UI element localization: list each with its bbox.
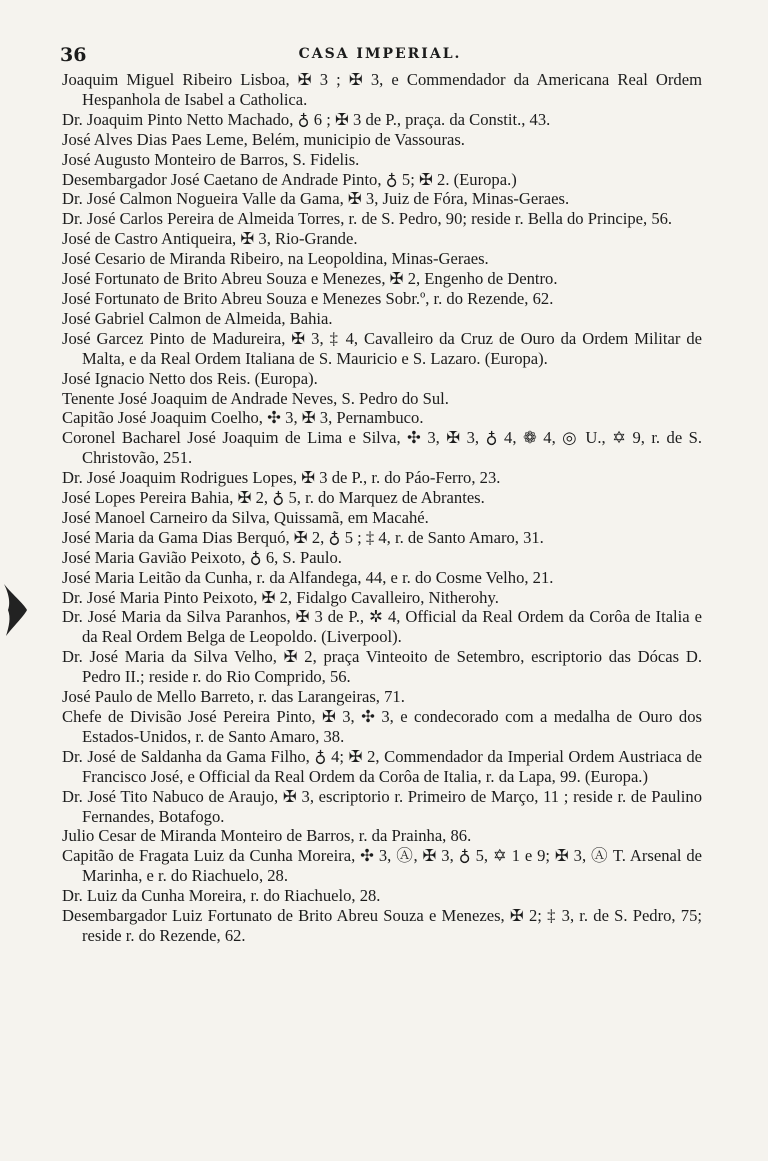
directory-entry: Dr. José Maria da Silva Velho, ✠ 2, praça Vinteoito de Setembro, escriptorio das Dócas D. Pedro II.; reside r. do Rio Comprido, 56. bbox=[62, 647, 702, 687]
directory-entry: Dr. José de Saldanha da Gama Filho, ♁ 4; ✠ 2, Commendador da Imperial Ordem Austriaca de Francisco José, e Official da Real Ordem da Corôa de Italia, r. da Lapa, 99. (Europa.) bbox=[62, 746, 702, 786]
directory-entry: José Cesario de Miranda Ribeiro, na Leopoldina, Minas-Geraes. bbox=[62, 249, 489, 269]
running-title: CASA IMPERIAL. bbox=[298, 46, 462, 62]
directory-entry: Dr. José Joaquim Rodrigues Lopes, ✠ 3 de P., r. do Páo-Ferro, 23. bbox=[62, 468, 501, 488]
page-number: 36 bbox=[60, 44, 87, 66]
directory-entry: José Ignacio Netto dos Reis. (Europa). bbox=[62, 368, 318, 388]
directory-entry: Dr. José Maria Pinto Peixoto, ✠ 2, Fidalgo Cavalleiro, Nitherohy. bbox=[62, 587, 499, 607]
directory-entry: Chefe de Divisão José Pereira Pinto, ✠ 3, ✣ 3, e condecorado com a medalha de Ouro dos Estados-Unidos, r. de Santo Amaro, 38. bbox=[62, 707, 702, 746]
directory-entry: José Manoel Carneiro da Silva, Quissamã, em Macahé. bbox=[62, 507, 429, 527]
directory-entry: Julio Cesar de Miranda Monteiro de Barros, r. da Prainha, 86. bbox=[62, 826, 472, 846]
directory-entry: José Alves Dias Paes Leme, Belém, municipio de Vassouras. bbox=[62, 129, 465, 149]
directory-entry: Dr. José Maria da Silva Paranhos, ✠ 3 de P., ✲ 4, Official da Real Ordem da Corôa de Italia e da Real Ordem Belga de Leopoldo. (Liverpool). bbox=[62, 607, 702, 647]
directory-entries bbox=[62, 70, 702, 946]
directory-entry: José Gabriel Calmon de Almeida, Bahia. bbox=[62, 308, 333, 328]
page-header bbox=[60, 44, 700, 68]
directory-entry: Dr. José Carlos Pereira de Almeida Torres, r. de S. Pedro, 90; reside r. Bella do Principe, 56. bbox=[62, 209, 673, 229]
directory-entry: Tenente José Joaquim de Andrade Neves, S. Pedro do Sul. bbox=[62, 388, 449, 408]
directory-entry: Joaquim Miguel Ribeiro Lisboa, ✠ 3 ; ✠ 3, e Commendador da Americana Real Ordem Hespanhola de Isabel a Catholica. bbox=[62, 70, 702, 109]
directory-entry: Capitão José Joaquim Coelho, ✣ 3, ✠ 3, Pernambuco. bbox=[62, 408, 424, 428]
directory-entry: José Maria Gavião Peixoto, ♁ 6, S. Paulo. bbox=[62, 547, 342, 567]
directory-entry: José Lopes Pereira Bahia, ✠ 2, ♁ 5, r. do Marquez de Abrantes. bbox=[62, 488, 485, 508]
directory-entry: José Fortunato de Brito Abreu Souza e Menezes, ✠ 2, Engenho de Dentro. bbox=[62, 269, 558, 289]
directory-entry: José Augusto Monteiro de Barros, S. Fidelis. bbox=[62, 149, 360, 169]
directory-entry: Dr. Luiz da Cunha Moreira, r. do Riachuelo, 28. bbox=[62, 886, 381, 906]
directory-entry: Desembargador Luiz Fortunato de Brito Abreu Souza e Menezes, ✠ 2; ‡ 3, r. de S. Pedro, 75; reside r. do Rezende, 62. bbox=[62, 906, 702, 945]
directory-entry: José Fortunato de Brito Abreu Souza e Menezes Sobr.º, r. do Rezende, 62. bbox=[62, 288, 554, 308]
directory-entry: José Maria Leitão da Cunha, r. da Alfandega, 44, e r. do Cosme Velho, 21. bbox=[62, 567, 554, 587]
directory-entry: Coronel Bacharel José Joaquim de Lima e Silva, ✣ 3, ✠ 3, ♁ 4, ❁ 4, ◎ U., ✡ 9, r. de S. Christovão, 251. bbox=[62, 428, 702, 468]
margin-arrow-icon bbox=[0, 582, 30, 638]
directory-entry: José Garcez Pinto de Madureira, ✠ 3, ‡ 4, Cavalleiro da Cruz de Ouro da Ordem Militar de Malta, e da Real Ordem Italiana de S. Mauricio e S. Lazaro. (Europa). bbox=[62, 328, 702, 368]
directory-entry: Dr. José Tito Nabuco de Araujo, ✠ 3, escriptorio r. Primeiro de Março, 11 ; reside r. de Paulino Fernandes, Botafogo. bbox=[62, 786, 702, 826]
directory-entry: Capitão de Fragata Luiz da Cunha Moreira, ✣ 3, Ⓐ, ✠ 3, ♁ 5, ✡ 1 e 9; ✠ 3, Ⓐ T. Arsenal de Marinha, e r. do Riachuelo, 28. bbox=[62, 846, 702, 886]
directory-entry: Dr. Joaquim Pinto Netto Machado, ♁ 6 ; ✠ 3 de P., praça. da Constit., 43. bbox=[62, 109, 551, 129]
directory-entry: Dr. José Calmon Nogueira Valle da Gama, ✠ 3, Juiz de Fóra, Minas-Geraes. bbox=[62, 189, 570, 209]
directory-entry: Desembargador José Caetano de Andrade Pinto, ♁ 5; ✠ 2. (Europa.) bbox=[62, 169, 517, 189]
directory-entry: José de Castro Antiqueira, ✠ 3, Rio-Grande. bbox=[62, 229, 358, 249]
directory-entry: José Paulo de Mello Barreto, r. das Larangeiras, 71. bbox=[62, 687, 405, 707]
directory-entry: José Maria da Gama Dias Berquó, ✠ 2, ♁ 5 ; ‡ 4, r. de Santo Amaro, 31. bbox=[62, 527, 544, 547]
